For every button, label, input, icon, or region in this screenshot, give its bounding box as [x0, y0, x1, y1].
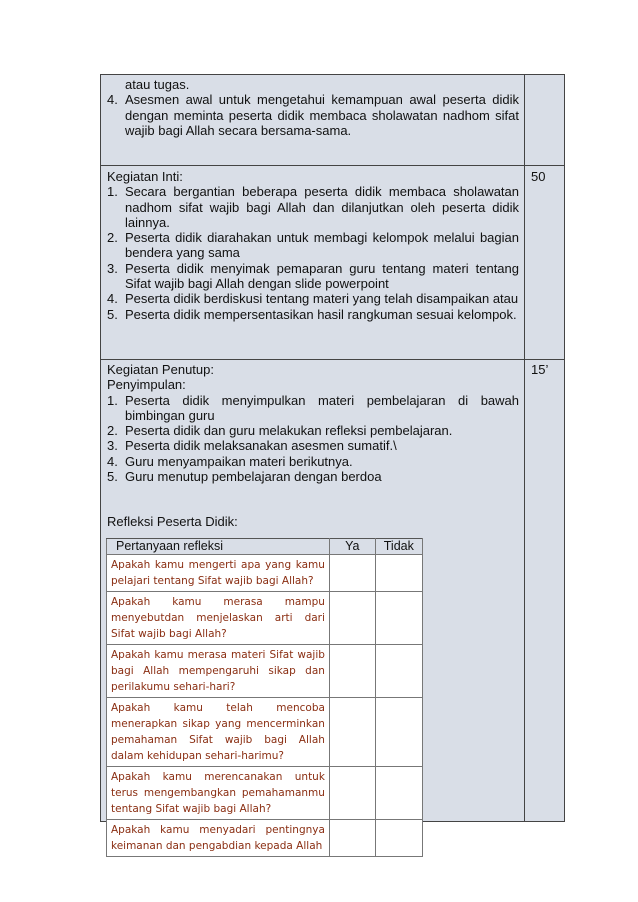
reflection-question: Apakah kamu merencanakan untuk terus mengembangkan pemahamanmu tentang Sifat wajib bagi Allah?	[107, 767, 330, 820]
list-number: 3.	[107, 438, 118, 454]
no-cell[interactable]	[375, 698, 422, 767]
list-number: 1.	[107, 184, 118, 200]
list-item	[107, 291, 519, 306]
reflection-question: Apakah kamu menyadari pentingnya keimanan dan pengabdian kepada Allah	[107, 820, 330, 857]
list-number: 4.	[107, 291, 118, 307]
list-item	[107, 261, 519, 292]
continuation-text: atau tugas.	[125, 77, 190, 92]
list-text: Peserta didik diarahakan untuk membagi kelompok melalui bagian bendera yang sama	[125, 230, 519, 261]
inti-cell	[101, 169, 524, 322]
penutup-subtitle: Penyimpulan:	[107, 377, 186, 393]
list-item	[107, 92, 519, 138]
list-text: Peserta didik menyimpulkan materi pembelajaran di bawah bimbingan guru	[125, 392, 519, 423]
list-number: 5.	[107, 306, 118, 322]
list-number: 2.	[107, 423, 118, 439]
no-cell[interactable]	[375, 767, 422, 820]
reflection-question: Apakah kamu telah mencoba menerapkan sikap yang mencerminkan pemahaman Sifat wajib bagi Allah dalam kehidupan sehari-harimu?	[107, 698, 330, 767]
list-item	[107, 184, 519, 230]
header-yes: Ya	[329, 539, 375, 555]
list-number: 5.	[107, 469, 118, 485]
inti-duration: 50	[531, 169, 546, 184]
row-divider-1	[101, 165, 564, 166]
list-text: Peserta didik dan guru melakukan refleksi pembelajaran.	[125, 423, 453, 439]
reflection-title: Refleksi Peserta Didik:	[107, 514, 238, 530]
header-question: Pertanyaan refleksi	[107, 539, 330, 555]
table-row	[107, 555, 423, 592]
reflection-question: Apakah kamu merasa mampu menyebutdan menjelaskan arti dari Sifat wajib bagi Allah?	[107, 592, 330, 645]
inti-list	[107, 184, 519, 322]
list-text: Asesmen awal untuk mengetahui kemampuan awal peserta didik dengan meminta peserta didik membaca sholawatan nadhom sifat wajib bagi Allah secara bersama-sama.	[125, 92, 519, 138]
list-text: Guru menyampaikan materi berikutnya.	[125, 453, 353, 469]
list-item	[107, 423, 519, 438]
table-row	[107, 767, 423, 820]
penutup-duration: 15’	[531, 362, 549, 377]
yes-cell[interactable]	[329, 645, 375, 698]
table-row	[107, 645, 423, 698]
yes-cell[interactable]	[329, 767, 375, 820]
list-number: 4.	[107, 453, 118, 469]
list-item	[107, 469, 519, 484]
table-row	[107, 592, 423, 645]
no-cell[interactable]	[375, 555, 422, 592]
lesson-plan-table	[100, 74, 565, 852]
list-text: Peserta didik berdiskusi tentang materi yang telah disampaikan atau	[125, 291, 519, 307]
reflection-table	[106, 538, 423, 857]
reflection-question: Apakah kamu mengerti apa yang kamu pelajari tentang Sifat wajib bagi Allah?	[107, 555, 330, 592]
list-item	[107, 393, 519, 424]
list-number: 1.	[107, 392, 118, 408]
yes-cell[interactable]	[329, 698, 375, 767]
header-no: Tidak	[375, 539, 422, 555]
list-number: 2.	[107, 230, 118, 246]
reflection-question: Apakah kamu merasa materi Sifat wajib bagi Allah mempengaruhi sikap dan perilakumu sehari-hari?	[107, 645, 330, 698]
no-cell[interactable]	[375, 820, 422, 857]
yes-cell[interactable]	[329, 820, 375, 857]
row-divider-2	[101, 359, 564, 360]
pendahuluan-cell	[101, 77, 524, 138]
penutup-list	[107, 393, 519, 485]
inti-title: Kegiatan Inti:	[107, 169, 183, 184]
list-text: Secara bergantian beberapa peserta didik membaca sholawatan nadhom sifat wajib bagi Allah dan dilanjutkan oleh peserta didik lainnya.	[125, 184, 519, 230]
table-row	[107, 698, 423, 767]
list-text: Peserta didik mempersentasikan hasil rangkuman sesuai kelompok.	[125, 306, 517, 322]
list-text: Peserta didik melaksanakan asesmen sumatif.\	[125, 438, 397, 454]
yes-cell[interactable]	[329, 592, 375, 645]
list-item	[107, 307, 519, 322]
penutup-cell	[101, 362, 524, 530]
list-number: 4.	[107, 92, 118, 108]
list-number: 3.	[107, 260, 118, 276]
list-text: Peserta didik menyimak pemaparan guru tentang materi tentang Sifat wajib bagi Allah dengan slide powerpoint	[125, 260, 519, 292]
no-cell[interactable]	[375, 645, 422, 698]
list-item	[107, 230, 519, 261]
table-row	[107, 820, 423, 857]
no-cell[interactable]	[375, 592, 422, 645]
column-divider	[524, 75, 525, 821]
list-item	[107, 438, 519, 453]
list-item	[107, 454, 519, 469]
yes-cell[interactable]	[329, 555, 375, 592]
list-text: Guru menutup pembelajaran dengan berdoa	[125, 469, 382, 485]
pendahuluan-list	[107, 92, 519, 138]
reflection-header-row	[107, 539, 423, 555]
penutup-title: Kegiatan Penutup:	[107, 362, 214, 377]
